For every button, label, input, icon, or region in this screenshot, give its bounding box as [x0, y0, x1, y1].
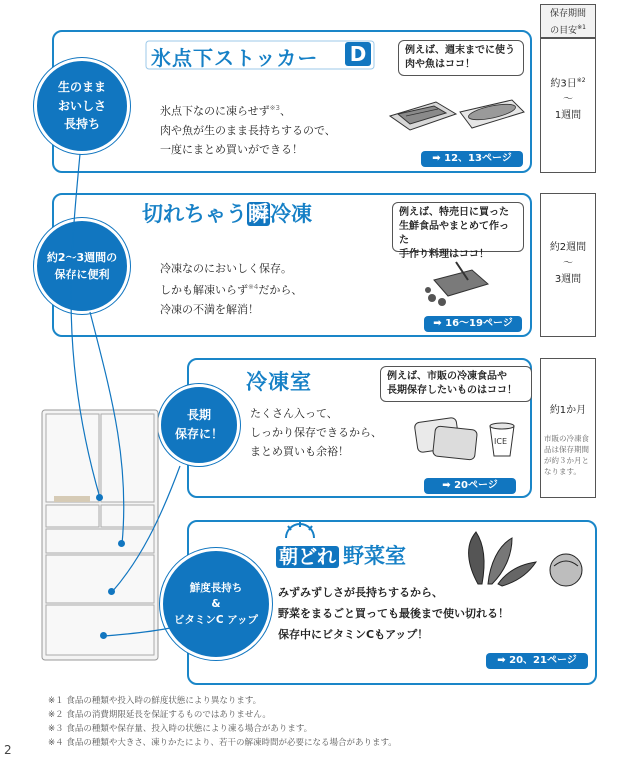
- circle-2-3-weeks-text: 約2〜3週間の 保存に便利: [46, 250, 118, 281]
- page-link-ice-stocker[interactable]: ➡ 12、13ページ: [421, 151, 523, 167]
- example-freezer: 例えば、市販の冷凍食品や 長期保存したいものはココ！: [380, 366, 532, 402]
- page-link-freezer[interactable]: ➡ 20ページ: [424, 478, 516, 494]
- desc-ice-stocker-b: 、 肉や魚が生のまま長持ちするので、 一度にまとめ買いができる！: [160, 104, 336, 156]
- page-link-instant-freeze[interactable]: ➡ 16〜19ページ: [424, 316, 522, 332]
- footnote-1: ※１ 食品の種類や投入時の鮮度状態により異なります。: [48, 696, 262, 706]
- title-instant-freeze-a: 切れちゃう: [142, 202, 247, 226]
- desc-instant-freeze-a: 冷凍なのにおいしく保存。 しかも解凍いらず: [160, 262, 292, 297]
- connector-dot-4: [100, 632, 107, 639]
- connector-dot-1: [96, 494, 103, 501]
- title-instant-freeze-kanji: 瞬: [248, 202, 269, 226]
- page-number: 2: [4, 743, 12, 757]
- circle-fresh-keep-text: 生のまま おいしさ 長持ち: [57, 80, 106, 132]
- footnote-2: ※２ 食品の消費期限延長を保証するものではありません。: [48, 710, 271, 720]
- desc-instant-freeze-b: だから、 冷凍の不満を解消！: [160, 283, 303, 316]
- footnotes: [48, 694, 397, 750]
- example-ice-stocker: 例えば、週末までに使う 肉や魚はココ！: [398, 40, 524, 76]
- example-instant-freeze: 例えば、特売日に買った 生鮮食品やまとめて作った 手作り料理はココ！: [392, 202, 524, 252]
- title-vegetable-b: 野菜室: [343, 544, 407, 568]
- connector-dot-3: [108, 588, 115, 595]
- header-note-mark: ※1: [577, 24, 586, 31]
- desc-freezer: たくさん入って、 しっかり保存できるから、 まとめ買いも余裕！: [250, 407, 382, 458]
- period-ice-stocker-rest: 〜 1週間: [554, 94, 582, 122]
- period-freezer-note: 市販の冷凍食 品は保存期間 が約３か月と なります。: [544, 434, 589, 476]
- title-instant-freeze-b: 冷凍: [270, 202, 312, 226]
- ice-cup-label: ICE: [494, 437, 507, 446]
- period-freezer-text: 約1か月: [549, 405, 587, 416]
- desc-vegetable: みずみずしさが長持ちするから、 野菜をまるごと買っても最後まで使い切れる！ 保存中にビタミンCもアップ！: [278, 586, 509, 641]
- period-ice-stocker-main: 約3日: [550, 78, 577, 90]
- storage-period-header-label: 保存期間 の目安: [549, 9, 586, 36]
- circle-long-term-text: 長期 保存に！: [174, 408, 223, 441]
- title-freezer: 冷凍室: [246, 370, 312, 394]
- circle-freshness-vitamin-text: 鮮度長持ち & ビタミンC アップ: [173, 581, 259, 627]
- connector-dot-2: [118, 540, 125, 547]
- period-instant-freeze-text: 約2週間 〜 3週間: [549, 242, 587, 285]
- desc-ice-stocker-note: ※3: [269, 104, 280, 112]
- period-ice-stocker-note: ※2: [576, 77, 586, 84]
- title-ice-stocker-text: 氷点下ストッカー: [151, 46, 319, 70]
- title-vegetable-a: 朝どれ: [276, 546, 339, 568]
- page-link-vegetable[interactable]: ➡ 20、21ページ: [486, 653, 588, 669]
- desc-ice-stocker-a: 氷点下なのに凍らせず: [160, 104, 270, 118]
- title-ice-stocker-badge: D: [345, 42, 371, 66]
- footnote-4: ※４ 食品の種類や大きさ、凍りかたにより、若干の解凍時間が必要になる場合があります。: [48, 738, 397, 748]
- footnote-3: ※３ 食品の種類や保存量、投入時の状態により凍る場合があります。: [48, 724, 313, 734]
- desc-instant-freeze-note: ※4: [248, 283, 259, 291]
